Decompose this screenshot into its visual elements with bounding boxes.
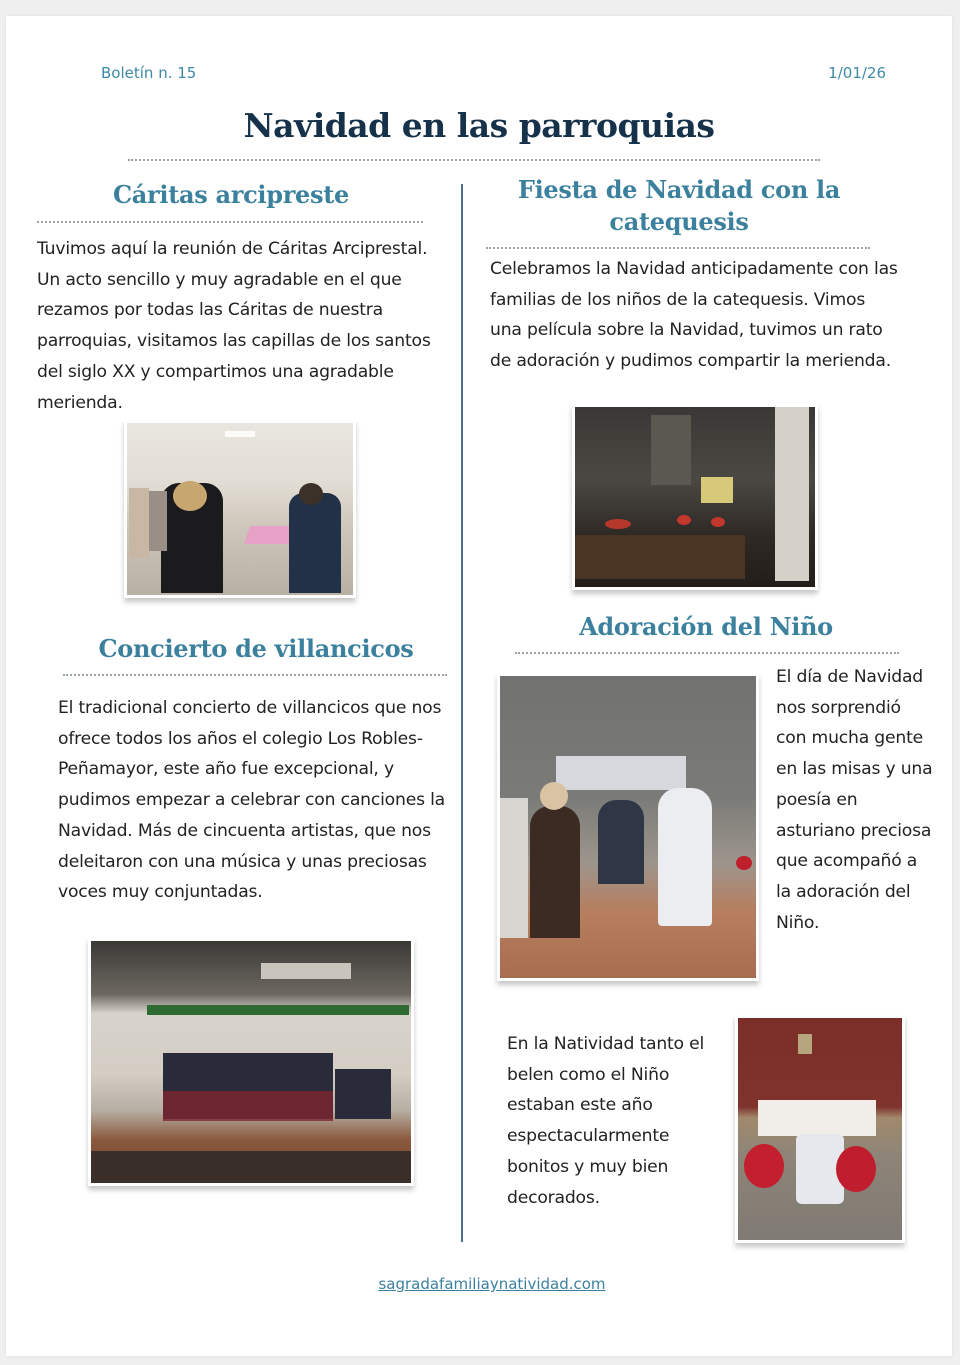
section-body-natividad: En la Natividad tanto el belen como el Niño estaban este año espectacularmente bonitos y muy bien decorados.: [507, 1034, 705, 1208]
section-divider: [486, 247, 870, 249]
section-body-concierto: El tradicional concierto de villancicos que nos ofrece todos los años el colegio Los Robles-Peñamayor, este año fue excepcional, y pudimos empezar a celebrar con canciones la Navidad. Más de cincuenta artistas, que nos deleitaron con una música y unas preciosas voces muy conjuntadas.: [58, 698, 445, 903]
issue-number: Boletín n. 15: [101, 64, 197, 82]
photo-choir-concert: [88, 938, 414, 1186]
column-divider: [461, 184, 463, 1242]
section-divider: [515, 652, 899, 654]
section-body-catequesis: Celebramos la Navidad anticipadamente con las familias de los niños de la catequesis. Vimos una película sobre la Navidad, tuvimos un rato de adoración y pudimos compartir la merienda.: [490, 259, 898, 372]
page-title: Navidad en las parroquias: [243, 106, 715, 145]
photo-catechesis-church: [572, 404, 818, 590]
photo-caritas-meeting: [124, 420, 356, 598]
section-divider: [63, 674, 447, 676]
website-link[interactable]: sagradafamiliaynatividad.com: [378, 1275, 606, 1293]
section-divider: [37, 221, 423, 223]
section-body-caritas: Tuvimos aquí la reunión de Cáritas Arciprestal. Un acto sencillo y muy agradable en el que rezamos por todas las Cáritas de nuestra parroquias, visitamos las capillas de los santos del siglo XX y compartimos una agradable merienda.: [37, 239, 431, 413]
photo-nativity-altar: [735, 1015, 905, 1243]
newsletter-page: [6, 16, 952, 1356]
title-divider: [128, 159, 820, 161]
section-body-adoracion: El día de Navidad nos sorprendió con mucha gente en las misas y una poesía en asturiano preciosa que acompañó a la adoración del Niño.: [776, 667, 933, 933]
section-title-catequesis: Fiesta de Navidad con la catequesis: [517, 175, 841, 236]
section-title-concierto: Concierto de villancicos: [98, 634, 414, 663]
photo-adoration: [497, 673, 759, 981]
issue-date: 1/01/26: [828, 64, 886, 82]
section-title-caritas: Cáritas arcipreste: [112, 180, 349, 209]
section-title-adoracion: Adoración del Niño: [579, 612, 833, 641]
